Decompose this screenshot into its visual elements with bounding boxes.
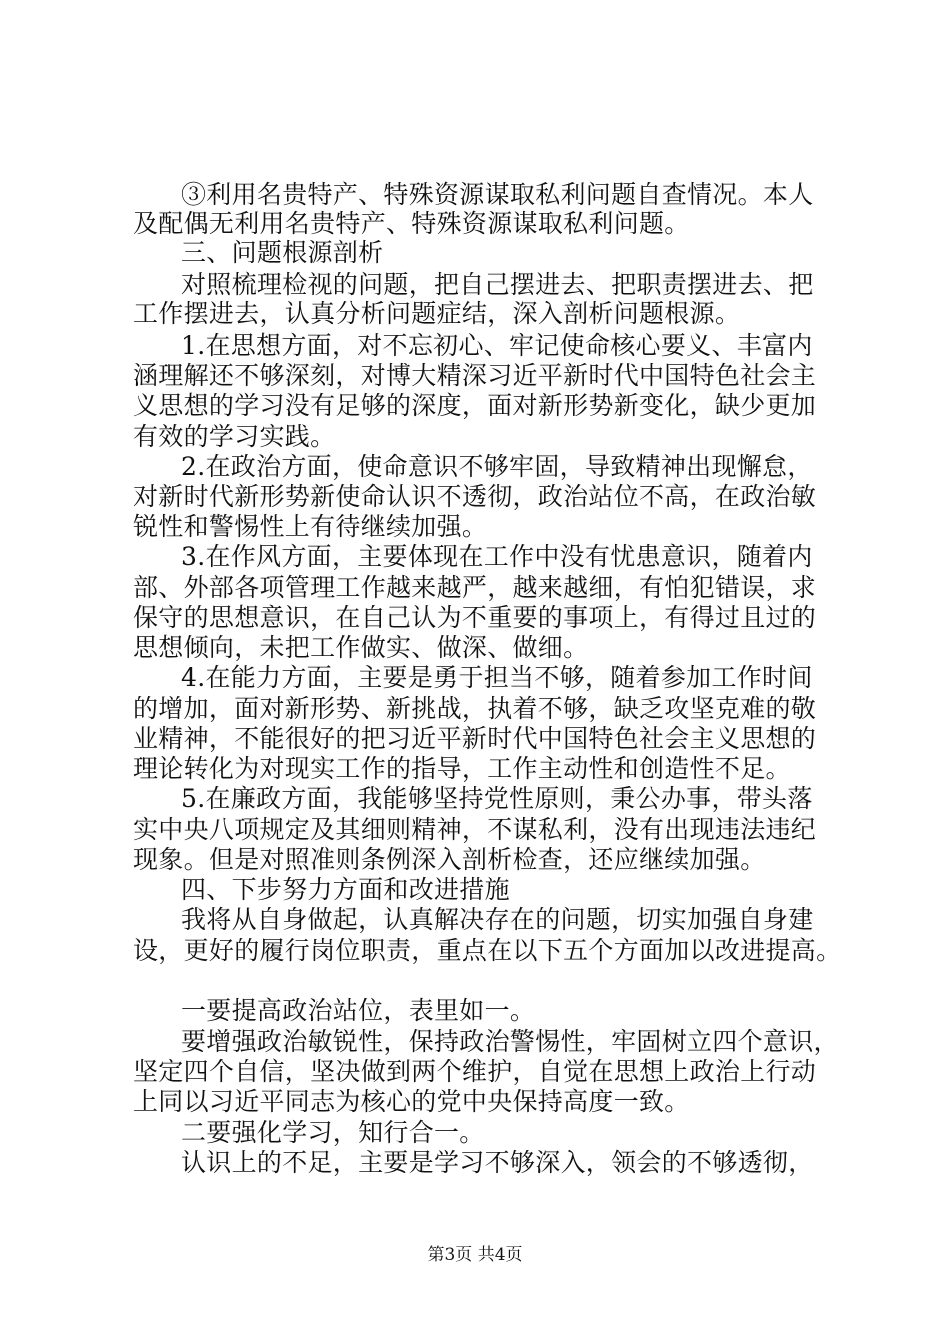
text-line: ③利用名贵特产、特殊资源谋取私利问题自查情况。本人 (181, 180, 814, 209)
section-heading: 四、下步努力方面和改进措施 (181, 875, 510, 904)
text-line: 我将从自身做起，认真解决存在的问题，切实加强自身建 (181, 905, 814, 934)
text-line: 5.在廉政方面，我能够坚持党性原则，秉公办事，带头落 (181, 784, 813, 813)
text-line: 1.在思想方面，对不忘初心、牢记使命核心要义、丰富内 (181, 331, 813, 360)
text-line: 上同以习近平同志为核心的党中央保持高度一致。 (133, 1087, 690, 1116)
text-line: 4.在能力方面，主要是勇于担当不够，随着参加工作时间 (181, 663, 813, 692)
text-line: 及配偶无利用名贵特产、特殊资源谋取私利问题。 (133, 209, 690, 238)
text-line: 现象。但是对照准则条例深入剖析检查，还应继续加强。 (133, 845, 766, 874)
text-line: 坚定四个自信，坚决做到两个维护，自觉在思想上政治上行动 (133, 1057, 817, 1086)
page-number: 第3页 共4页 (427, 1245, 523, 1265)
section-heading: 三、问题根源剖析 (181, 238, 384, 267)
text-line: 的增加，面对新形势、新挑战，执着不够，缺乏攻坚克难的敬 (133, 694, 817, 723)
text-line: 思想倾向，未把工作做实、做深、做细。 (133, 633, 589, 662)
text-line: 业精神，不能很好的把习近平新时代中国特色社会主义思想的 (133, 724, 817, 753)
text-line: 保守的思想意识，在自己认为不重要的事项上，有得过且过的 (133, 603, 817, 632)
text-line: 工作摆进去，认真分析问题症结，深入剖析问题根源。 (133, 299, 741, 328)
text-line: 义思想的学习没有足够的深度，面对新形势新变化，缺少更加 (133, 391, 817, 420)
text-line: 2.在政治方面，使命意识不够牢固，导致精神出现懈怠， (181, 452, 813, 481)
text-line: 设，更好的履行岗位职责，重点在以下五个方面加以改进提高。 (133, 936, 842, 965)
text-line: 有效的学习实践。 (133, 422, 336, 451)
text-line: 实中央八项规定及其细则精神，不谋私利，没有出现违法违纪 (133, 815, 817, 844)
text-line: 涵理解还不够深刻，对博大精深习近平新时代中国特色社会主 (133, 361, 817, 390)
text-line: 部、外部各项管理工作越来越严，越来越细，有怕犯错误，求 (133, 573, 817, 602)
text-line: 3.在作风方面，主要体现在工作中没有忧患意识，随着内 (181, 542, 813, 571)
text-line: 对新时代新形势新使命认识不透彻，政治站位不高，在政治敏 (133, 482, 817, 511)
text-line: 理论转化为对现实工作的指导，工作主动性和创造性不足。 (133, 754, 791, 783)
subsection-heading: 一要提高政治站位，表里如一。 (181, 996, 536, 1025)
text-line: 对照梳理检视的问题，把自己摆进去、把职责摆进去、把 (181, 270, 814, 299)
text-line: 锐性和警惕性上有待继续加强。 (133, 512, 488, 541)
text-line: 要增强政治敏锐性，保持政治警惕性，牢固树立四个意识， (181, 1027, 839, 1056)
text-line: 认识上的不足，主要是学习不够深入，领会的不够透彻， (181, 1148, 814, 1177)
subsection-heading: 二要强化学习，知行合一。 (181, 1118, 485, 1147)
